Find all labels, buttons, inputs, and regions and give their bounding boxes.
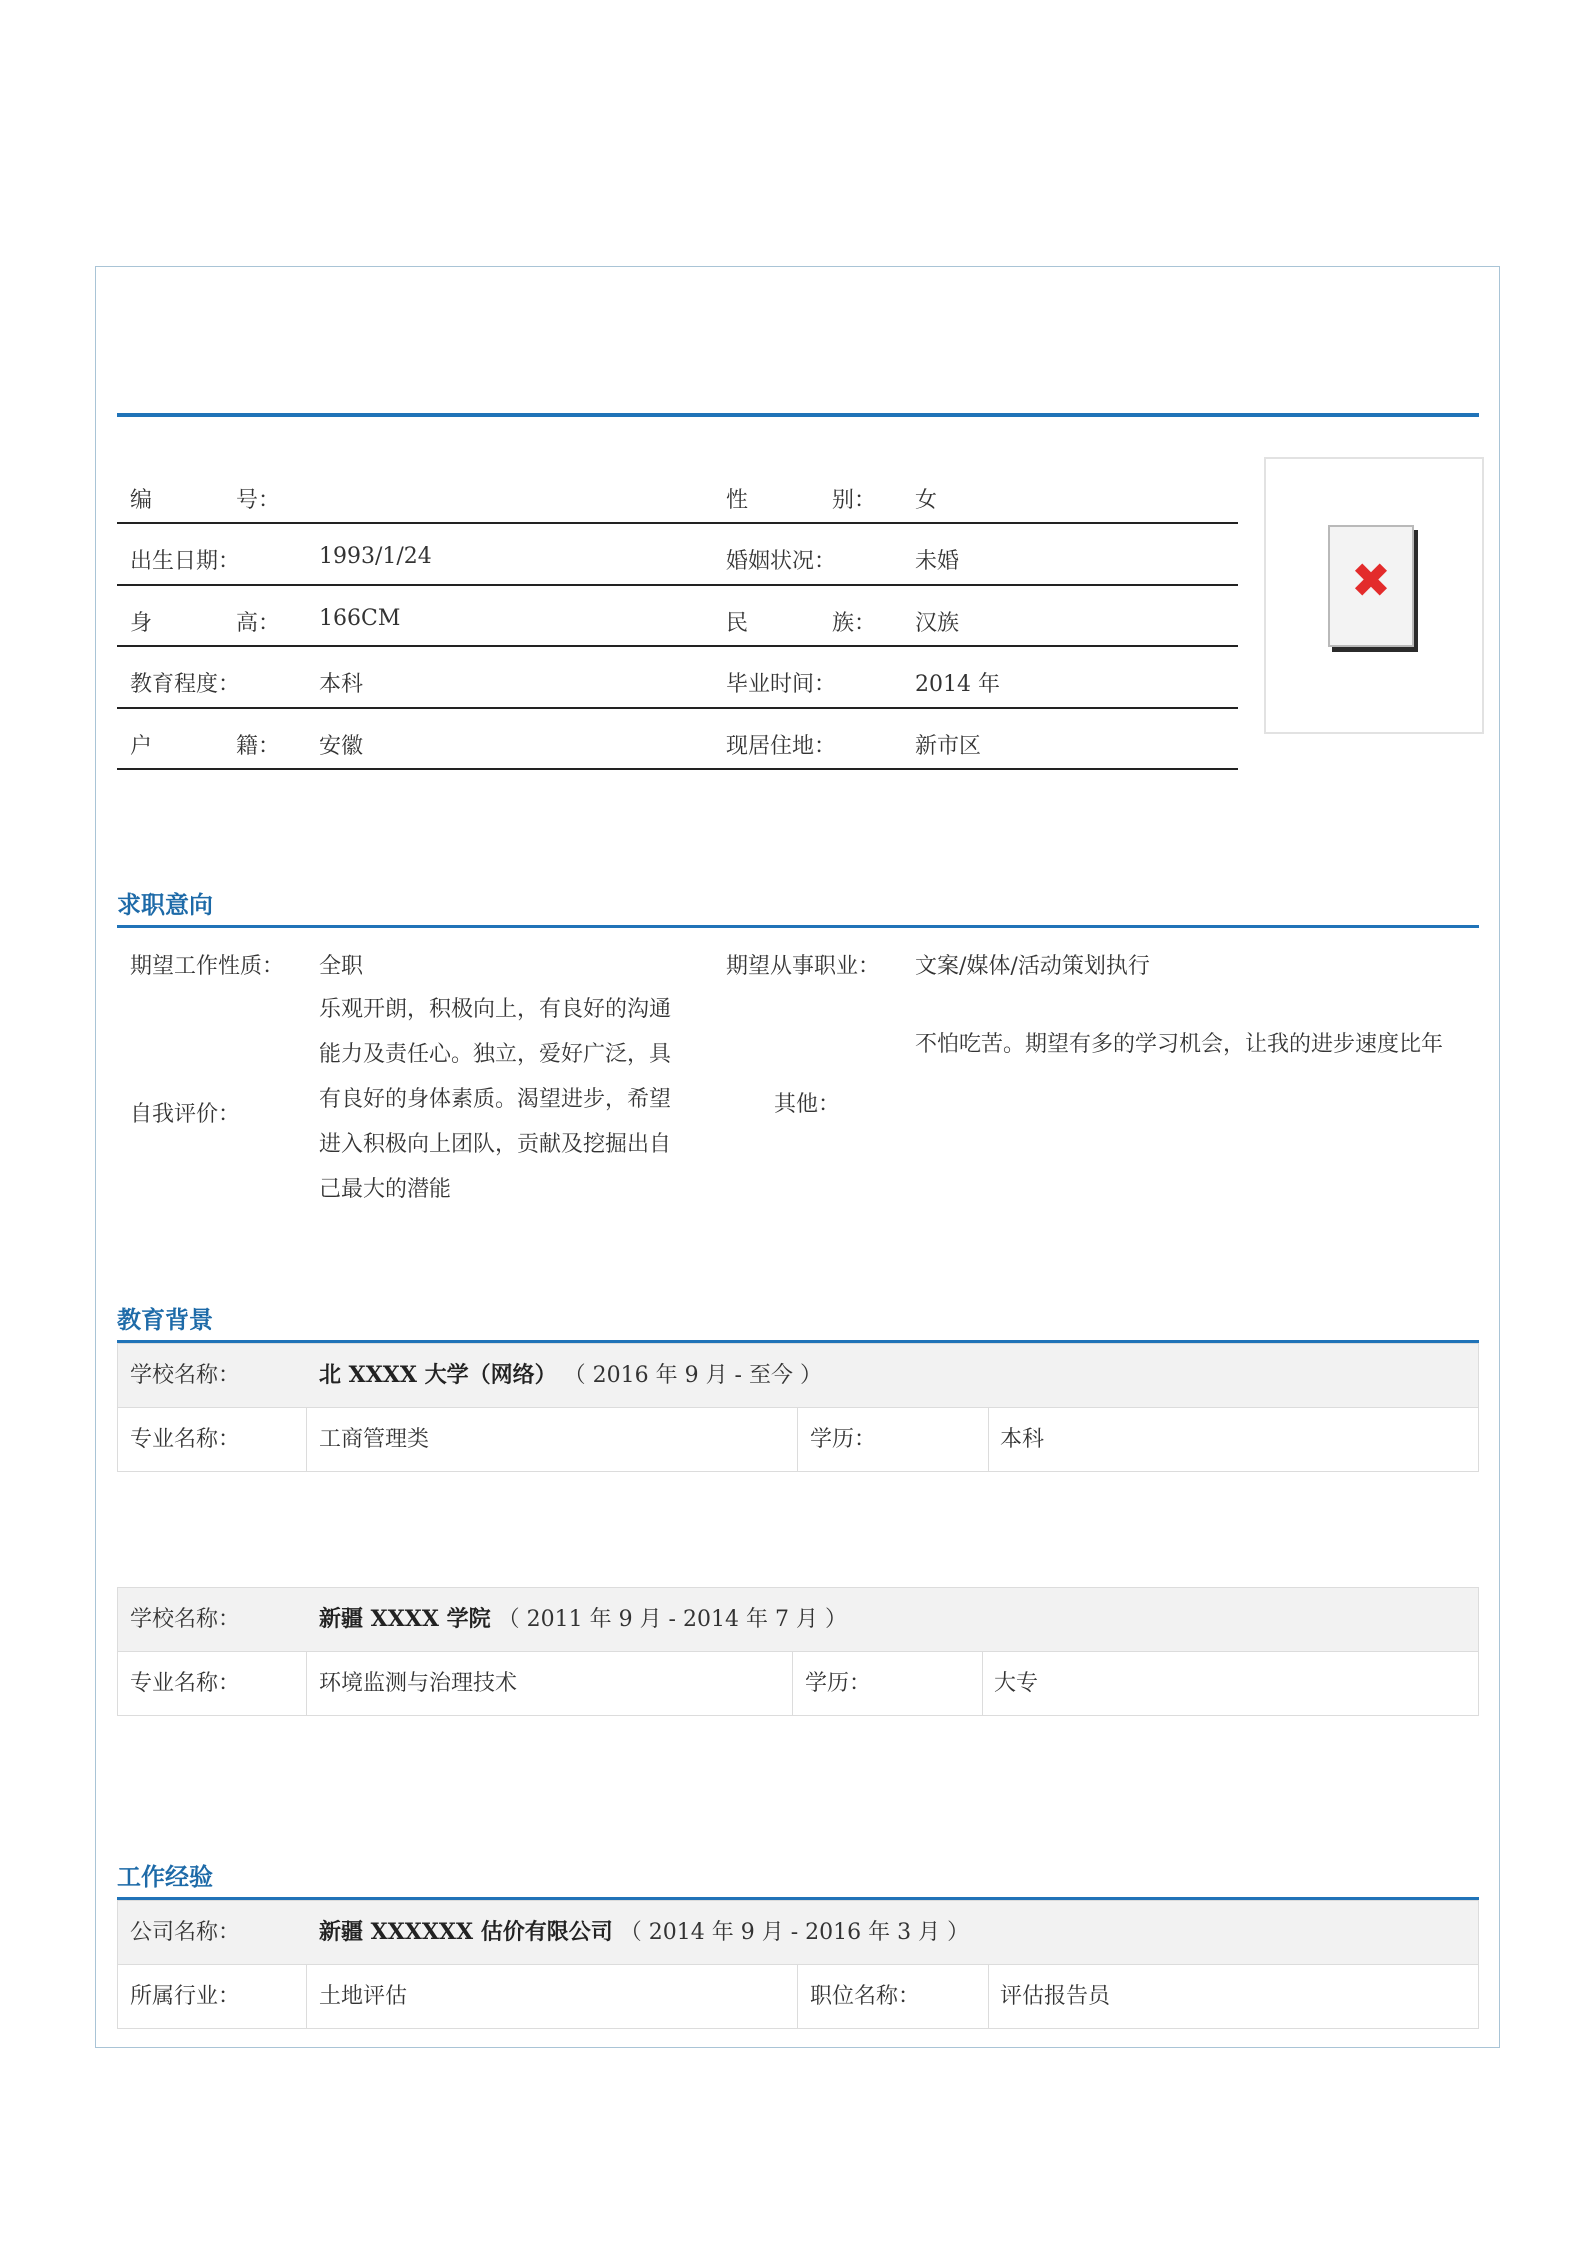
company-name: 新疆 XXXXXX 估价有限公司 (319, 1919, 613, 1945)
school-period: （ 2016 年 9 月 - 至今 ） (563, 1363, 822, 1388)
basic-value-marital: 未婚 (915, 549, 960, 574)
self-eval-line: 进入积极向上团队，贡献及挖掘出自 (319, 1132, 672, 1157)
row-divider (117, 522, 1238, 524)
cell-divider (982, 1652, 983, 1715)
other-value: 不怕吃苦。期望有多的学习机会，让我的进步速度比年 (915, 1032, 1444, 1057)
broken-image-icon: ✖ (1328, 525, 1414, 647)
education-entry (117, 1343, 1479, 1472)
basic-value-graduation: 2014 年 (915, 672, 1000, 697)
degree-label: 学历： (805, 1671, 872, 1696)
other-label: 其他： (774, 1092, 841, 1117)
basic-label-birthdate: 出生日期： (130, 549, 241, 574)
basic-value-gender: 女 (915, 488, 938, 513)
position-label: 职位名称： (810, 1984, 921, 2009)
basic-value-ethnicity: 汉族 (915, 611, 960, 636)
work-entry (117, 1900, 1479, 2029)
job-career-value: 文案/媒体/活动策划执行 (915, 954, 1150, 979)
industry-label: 所属行业： (130, 1984, 241, 2009)
basic-value-residence: 新市区 (915, 734, 982, 759)
basic-label-hukou: 户 籍： (130, 734, 280, 759)
degree-value: 大专 (994, 1671, 1039, 1696)
cell-divider (797, 1965, 798, 2028)
cell-divider (306, 1965, 307, 2028)
company-label: 公司名称： (130, 1920, 241, 1945)
cell-divider (988, 1965, 989, 2028)
cell-divider (306, 1408, 307, 1471)
major-value: 环境监测与治理技术 (319, 1671, 518, 1696)
position-value: 评估报告员 (1000, 1984, 1111, 2009)
section-title-job-intent: 求职意向 (117, 890, 213, 919)
cell-divider (792, 1652, 793, 1715)
self-eval-line: 能力及责任心。独立，爱好广泛，具 (319, 1042, 672, 1067)
self-eval-label: 自我评价： (130, 1102, 241, 1127)
degree-value: 本科 (1000, 1427, 1045, 1452)
basic-value-height: 166CM (319, 606, 401, 631)
job-career-label: 期望从事职业： (726, 954, 881, 979)
basic-label-education: 教育程度： (130, 672, 241, 697)
school-period: （ 2011 年 9 月 - 2014 年 7 月 ） (497, 1607, 847, 1632)
basic-label-marital: 婚姻状况： (726, 549, 837, 574)
photo-placeholder (1264, 457, 1484, 734)
school-label: 学校名称： (130, 1607, 241, 1632)
job-nature-value: 全职 (319, 954, 364, 979)
degree-label: 学历： (810, 1427, 877, 1452)
school-name: 北 XXXX 大学（网络） (319, 1362, 557, 1388)
basic-label-residence: 现居住地： (726, 734, 837, 759)
self-eval-line: 乐观开朗，积极向上，有良好的沟通 (319, 997, 672, 1022)
cell-divider (797, 1408, 798, 1471)
major-label: 专业名称： (130, 1427, 241, 1452)
industry-value: 土地评估 (319, 1984, 408, 2009)
education-entry (117, 1587, 1479, 1716)
school-name: 新疆 XXXX 学院 (319, 1606, 491, 1632)
self-eval-text (319, 987, 719, 1212)
self-eval-line: 有良好的身体素质。渴望进步，希望 (319, 1087, 672, 1112)
row-divider (117, 645, 1238, 647)
basic-value-education: 本科 (319, 672, 364, 697)
row-divider (117, 768, 1238, 770)
basic-label-height: 身 高： (130, 611, 280, 636)
basic-value-birthdate: 1993/1/24 (319, 544, 432, 569)
section-title-work: 工作经验 (117, 1862, 213, 1891)
basic-value-hukou: 安徽 (319, 734, 364, 759)
row-divider (117, 584, 1238, 586)
basic-label-graduation: 毕业时间： (726, 672, 837, 697)
basic-label-gender: 性 别： (726, 488, 876, 513)
resume-frame (95, 266, 1500, 2048)
header-rule (117, 413, 1479, 417)
self-eval-line: 己最大的潜能 (319, 1177, 452, 1202)
school-label: 学校名称： (130, 1363, 241, 1388)
job-nature-label: 期望工作性质： (130, 954, 285, 979)
major-label: 专业名称： (130, 1671, 241, 1696)
cell-divider (306, 1652, 307, 1715)
work-period: （ 2014 年 9 月 - 2016 年 3 月 ） (619, 1920, 970, 1945)
row-divider (117, 707, 1238, 709)
cell-divider (988, 1408, 989, 1471)
section-title-education: 教育背景 (117, 1305, 213, 1334)
section-rule (117, 925, 1479, 928)
major-value: 工商管理类 (319, 1427, 430, 1452)
basic-label-number: 编 号： (130, 488, 280, 513)
basic-label-ethnicity: 民 族： (726, 611, 876, 636)
